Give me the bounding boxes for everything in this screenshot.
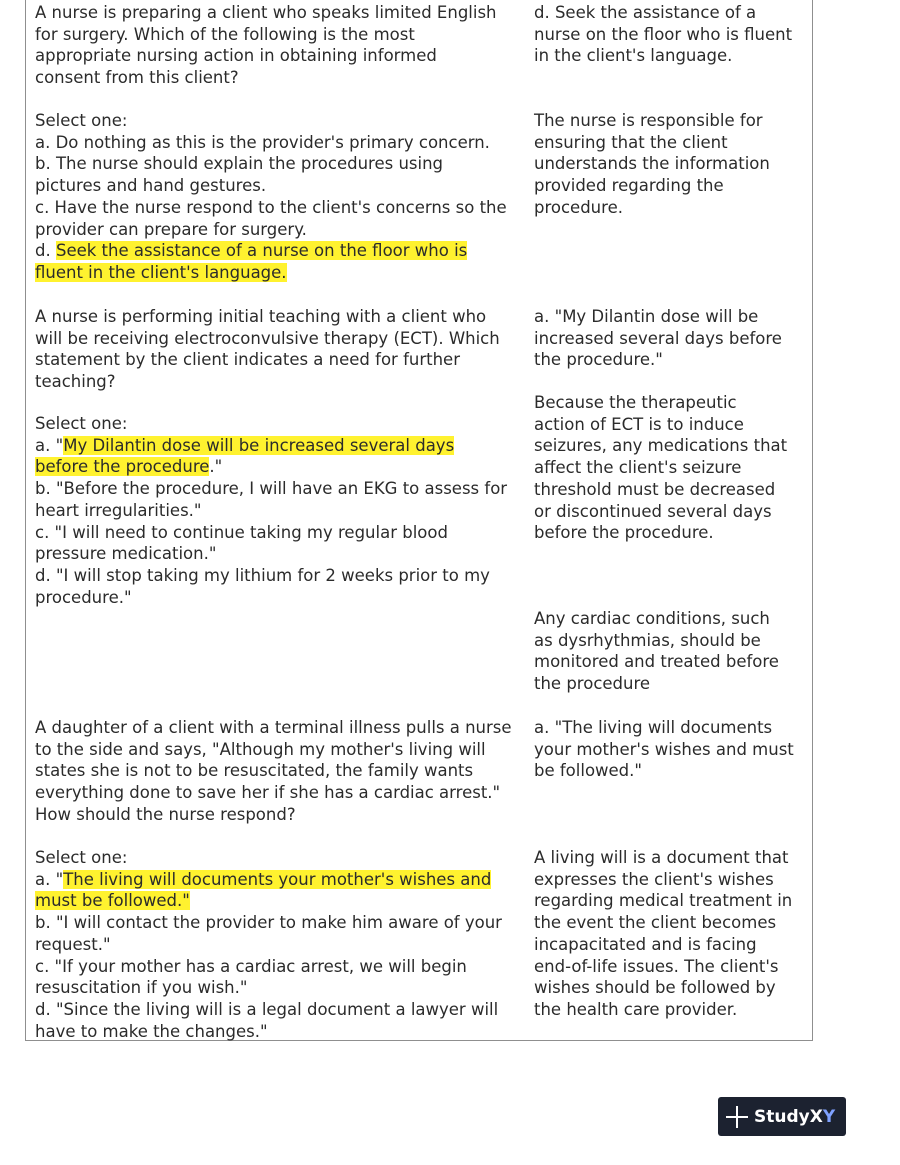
qa-table xyxy=(25,0,813,1041)
plus-icon xyxy=(726,1106,748,1128)
answer-highlight: fluent in the client's language. xyxy=(35,262,287,282)
question-3-stem: A daughter of a client with a terminal illness pulls a nurse to the side and says, "Although my mother's living will states she is not to be resuscitated, the family wants everything done to save her if she has a cardiac arrest." How should the nurse respond? xyxy=(35,718,512,824)
question-3-rationale: A living will is a document that expresses the client's wishes regarding medical treatment in the event the client becomes incapacitated and is facing end-of-life issues. The client's wishes should be followed by the health care provider. xyxy=(534,848,793,1019)
question-2-rationale-cardiac: Any cardiac conditions, such as dysrhythmias, should be monitored and treated before the procedure xyxy=(534,609,779,694)
answer-highlight: before the procedure xyxy=(35,457,210,477)
correct-option-a: a. "The living will documents your mother's wishes and xyxy=(35,869,492,889)
brand-accent: Y xyxy=(822,1106,836,1127)
option-c: c. Have the nurse respond to the client's concerns so the xyxy=(35,197,507,217)
correct-option-a: a. "My Dilantin dose will be increased several days xyxy=(35,435,455,455)
answer-highlight: must be followed." xyxy=(35,891,190,911)
question-3-answer: a. "The living will documents your mother's wishes and must be followed." xyxy=(534,718,794,781)
option-c: c. "I will need to continue taking my regular blood xyxy=(35,522,448,542)
answer-highlight: My Dilantin dose will be increased several days xyxy=(63,435,455,455)
question-1-stem: A nurse is preparing a client who speaks limited English for surgery. Which of the following is the most appropriate nursing action in obtaining informed consent from this client? xyxy=(35,3,497,88)
question-1-rationale: The nurse is responsible for ensuring that the client understands the information provided regarding the procedure. xyxy=(534,111,770,217)
answer-highlight: Seek the assistance of a nurse on the floor who is xyxy=(55,241,468,261)
question-3-options: Select one: a. "The living will documents your mother's wishes and must be followed." b. "I will contact the provider to make him aware of your request." c. "If your mother has a cardiac arrest, we will begin resuscitation if you wish." d. "Since the living will is a legal document a lawyer will have to make the changes." xyxy=(35,847,525,1042)
select-label: Select one: xyxy=(35,414,128,433)
correct-option-d: d. Seek the assistance of a nurse on the floor who is xyxy=(35,241,468,261)
answer-highlight: The living will documents your mother's wishes and xyxy=(63,869,492,889)
studyxy-watermark-logo xyxy=(718,1097,846,1136)
brand-name: StudyX xyxy=(754,1106,823,1127)
option-b: b. "I will contact the provider to make him aware of your xyxy=(35,913,502,933)
option-a: a. Do nothing as this is the provider's primary concern. xyxy=(35,132,490,152)
question-1-options: Select one: a. Do nothing as this is the provider's primary concern. b. The nurse should explain the procedures using pictures and hand gestures. c. Have the nurse respond to the client's concerns so the provider can prepare for surgery. d. Seek the assistance of a nurse on the floor who is fluent in the client's language. xyxy=(35,110,525,284)
question-1-answer: d. Seek the assistance of a nurse on the floor who is fluent in the client's language. xyxy=(534,3,793,66)
question-2-rationale: Because the therapeutic action of ECT is to induce seizures, any medications that affect the client's seizure threshold must be decreased or discontinued several days before the procedure. xyxy=(534,393,788,543)
question-2-options: Select one: a. "My Dilantin dose will be increased several days before the procedure." b. "Before the procedure, I will have an EKG to assess for heart irregularities." c. "I will need to continue taking my regular blood pressure medication." d. "I will stop taking my lithium for 2 weeks prior to my procedure." xyxy=(35,413,525,608)
option-b: b. The nurse should explain the procedures using xyxy=(35,154,444,174)
question-2-answer: a. "My Dilantin dose will be increased several days before the procedure." xyxy=(534,307,782,370)
option-d: d. "Since the living will is a legal document a lawyer will xyxy=(35,999,499,1019)
question-2-stem: A nurse is performing initial teaching with a client who will be receiving electroconvulsive therapy (ECT). Which statement by the client indicates a need for further teaching? xyxy=(35,307,500,392)
select-label: Select one: xyxy=(35,848,128,867)
option-c: c. "If your mother has a cardiac arrest, we will begin xyxy=(35,956,467,976)
option-d: d. "I will stop taking my lithium for 2 weeks prior to my xyxy=(35,565,490,585)
select-label: Select one: xyxy=(35,111,128,130)
option-b: b. "Before the procedure, I will have an EKG to assess for xyxy=(35,479,508,499)
